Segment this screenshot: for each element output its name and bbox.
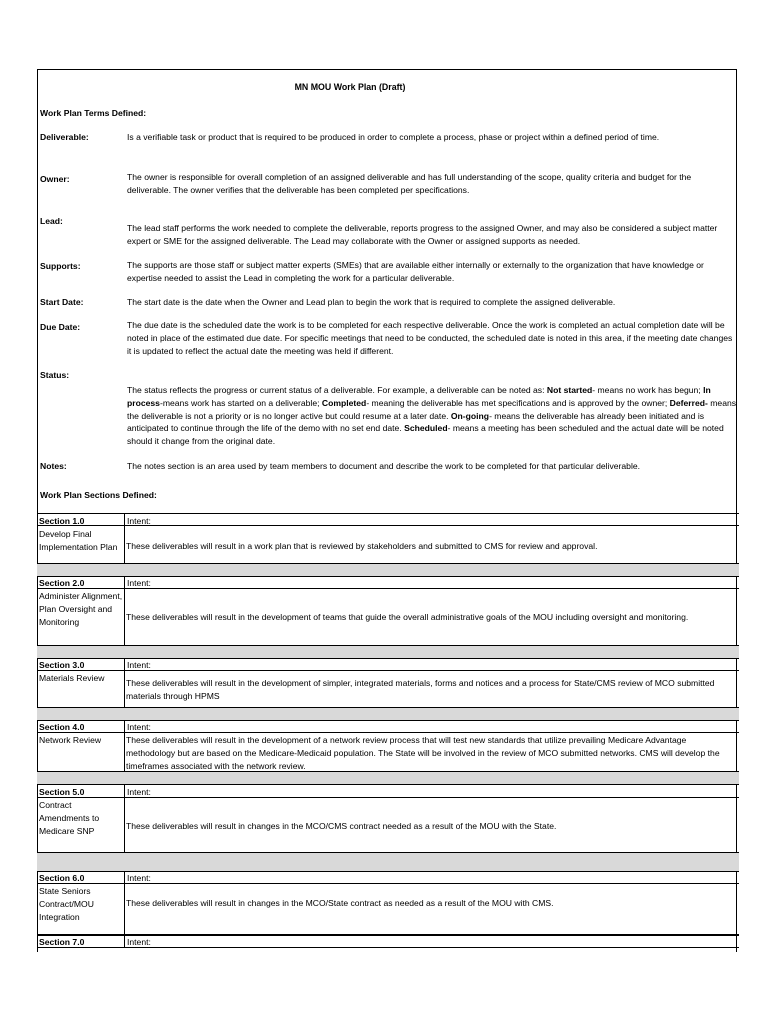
section-name: State Seniors Contract/MOU Integration xyxy=(39,886,94,922)
section-row xyxy=(37,720,739,772)
section-divider xyxy=(37,771,739,785)
section-divider xyxy=(37,645,739,659)
status-deferred: Deferred- xyxy=(669,397,708,408)
section-row xyxy=(37,576,739,646)
section-intent: Intent: xyxy=(127,937,151,947)
section-intent: Intent: xyxy=(127,787,151,797)
section-intent: Intent: xyxy=(127,873,151,883)
def-due-date: The due date is the scheduled date the work is to be completed for each respective deliverable. Once the work is completed an actual completion date will be noted in place of the estimated due date. For specific meetings that need to be conducted, the scheduled date is noted in this area, if the meeting date changes it is updated to reflect the actual date the meeting was held if different. xyxy=(127,320,733,356)
term-lead: Lead: xyxy=(40,216,63,226)
section-intent: Intent: xyxy=(127,516,151,526)
section-label: Section 4.0 xyxy=(39,722,85,732)
term-start-date: Start Date: xyxy=(40,297,84,307)
section-label: Section 3.0 xyxy=(39,660,85,670)
section-label: Section 2.0 xyxy=(39,578,85,588)
terms-heading: Work Plan Terms Defined: xyxy=(40,108,147,118)
section-row xyxy=(37,658,739,708)
term-owner: Owner: xyxy=(40,174,70,184)
section-name: Develop Final Implementation Plan xyxy=(39,529,118,552)
section-divider xyxy=(37,707,739,721)
section-label: Section 5.0 xyxy=(39,787,85,797)
term-status: Status: xyxy=(40,370,70,380)
section-intent: Intent: xyxy=(127,660,151,670)
section-description: These deliverables will result in the development of teams that guide the overall administrative goals of the MOU including oversight and monitoring. xyxy=(126,612,689,622)
section-description: These deliverables will result in changes in the MCO/CMS contract needed as a result of the MOU with the State. xyxy=(126,821,557,831)
section-divider xyxy=(37,852,739,872)
term-notes: Notes: xyxy=(40,461,67,471)
def-lead: The lead staff performs the work needed to complete the deliverable, reports progress to the assigned Owner, and may also be considered a subject matter expert or SME for the assigned deliverable. The Lead may collaborate with the Owner or assigned supports as needed. xyxy=(127,223,718,246)
section-description: These deliverables will result in changes in the MCO/State contract as needed as a result of the MOU with CMS. xyxy=(126,898,554,908)
def-supports: The supports are those staff or subject matter experts (SMEs) that are available either internally or externally to the organization that have knowledge or expertise needed to assist the Lead in completing the work for a particular deliverable. xyxy=(127,260,704,283)
status-in-process: In process xyxy=(127,385,711,408)
section-description: These deliverables will result in a work plan that is reviewed by stakeholders and submitted to CMS for review and approval. xyxy=(126,541,598,551)
status-scheduled: Scheduled xyxy=(404,423,448,434)
section-label: Section 1.0 xyxy=(39,516,85,526)
section-label: Section 7.0 xyxy=(39,937,85,947)
section-row xyxy=(37,935,739,948)
section-row xyxy=(37,784,739,853)
status-completed: Completed xyxy=(321,397,367,408)
section-name: Materials Review xyxy=(39,673,105,683)
def-start-date: The start date is the date when the Owner and Lead plan to begin the work that is required to complete the assigned deliverable. xyxy=(127,297,616,307)
section-intent: Intent: xyxy=(127,722,151,732)
section-divider xyxy=(37,563,739,577)
section-description: These deliverables will result in the development of simpler, integrated materials, forms and notices and a process for State/CMS review of MCO submitted materials through HPMS xyxy=(126,678,715,701)
status-not-started: Not started xyxy=(546,385,593,395)
section-row xyxy=(37,513,739,563)
section-label: Section 6.0 xyxy=(39,873,85,883)
term-deliverable: Deliverable: xyxy=(40,132,89,142)
sections-heading: Work Plan Sections Defined: xyxy=(40,490,157,500)
document-title: MN MOU Work Plan (Draft) xyxy=(294,82,406,92)
section-name: Administer Alignment, Plan Oversight and Monitoring xyxy=(39,591,123,627)
def-status: The status reflects the progress or current status of a deliverable. For example, a deliverable can be noted as: Not started- means no work has begun; In process-means work has started on a deliverable; Completed- meaning the deliverable has met specifications and is approved by the owner; Deferred- means the deliverable is not a priority or is no longer active but could resume at a later date. On-going- means the deliverable has already been initiated and is anticipated to continue through the life of the demo with no set end date. Scheduled- means a meeting has been scheduled and the actual date will be noted should it change from the original date. xyxy=(127,385,737,447)
def-notes: The notes section is an area used by team members to document and describe the work to be completed for that particular deliverable. xyxy=(127,461,641,471)
def-deliverable: Is a verifiable task or product that is required to be produced in order to complete a process, phase or project within a defined period of time. xyxy=(127,132,660,142)
section-row xyxy=(37,871,739,935)
status-ongoing: On-going xyxy=(450,410,490,421)
section-name: Contract Amendments to Medicare SNP xyxy=(39,800,100,836)
section-description: These deliverables will result in the development of a network review process that will test new standards that utilize prevailing Medicare Advantage methodology but are based on the Medicare-Medicaid population. The State will be involved in the review of MCO submitted networks. CMS will develop the timeframes associated with the network review. xyxy=(126,735,720,771)
term-supports: Supports: xyxy=(40,261,81,271)
term-due-date: Due Date: xyxy=(40,322,81,332)
section-name: Network Review xyxy=(39,735,102,745)
section-intent: Intent: xyxy=(127,578,151,588)
def-owner: The owner is responsible for overall completion of an assigned deliverable and has full understanding of the scope, quality criteria and budget for the deliverable. The owner verifies that the deliverable has been completed per specifications. xyxy=(127,172,692,195)
